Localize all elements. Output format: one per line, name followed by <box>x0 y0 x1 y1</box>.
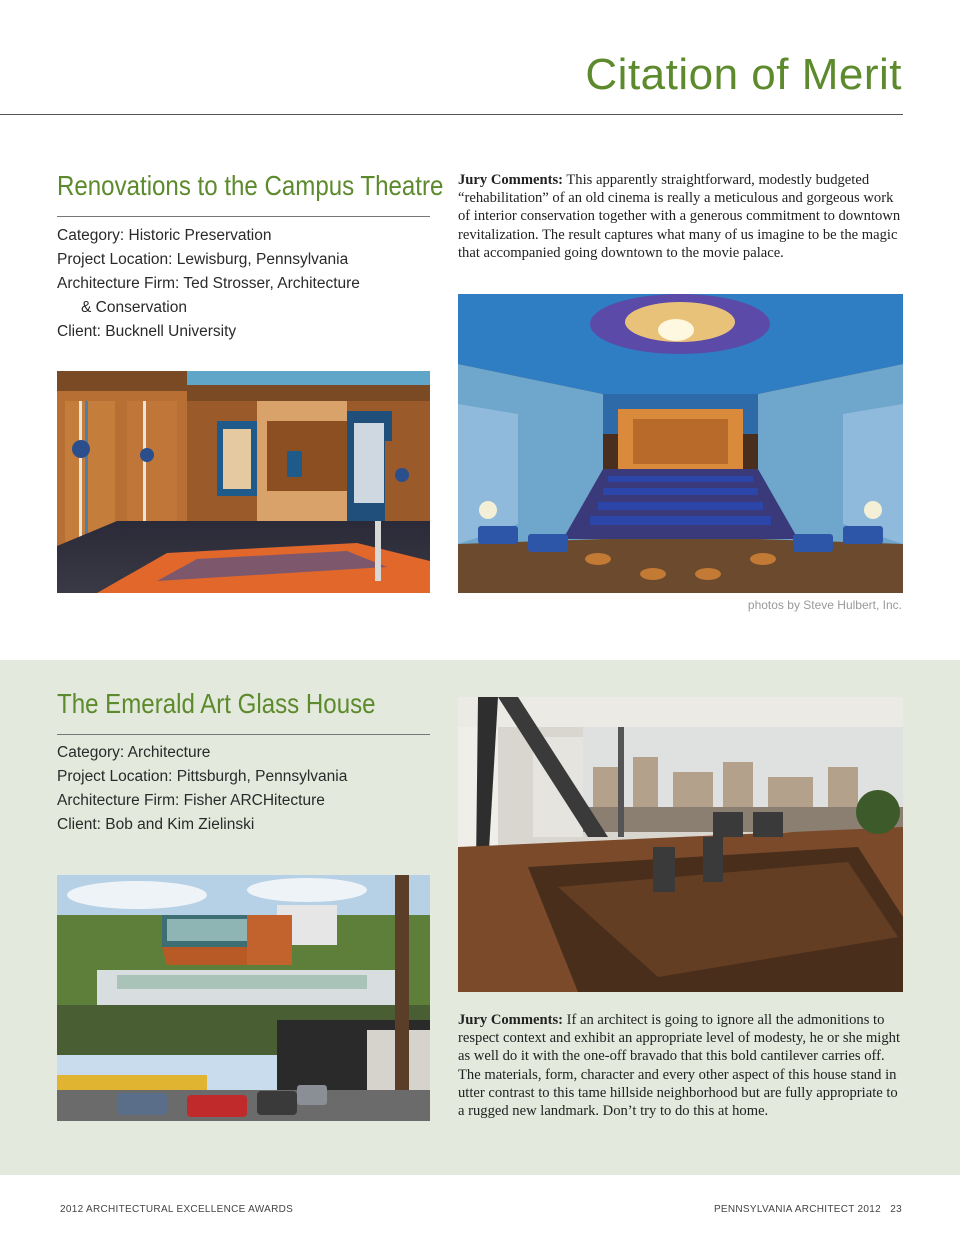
footer-left: 2012 ARCHITECTURAL EXCELLENCE AWARDS <box>60 1204 294 1215</box>
project2-jury-text: If an architect is going to ignore all the admonitions to respect context and exhibit an appropriate level of modesty, he or she might as well do it with the one-off bravado that this bold cantilever carries off. The materials, form, character and every other aspect of this house stand in utter contrast to this tame hillside neighborhood but are fully appropriate to a rugged new landmark. Don’t try to do this at home. <box>458 1012 900 1120</box>
project2-client: Client: Bob and Kim Zielinski <box>57 816 255 833</box>
project1-firm: Architecture Firm: Ted Strosser, Architecture <box>57 275 360 292</box>
project2-divider <box>57 734 430 735</box>
project1-jury-comments <box>458 171 903 262</box>
theatre-auditorium-photo <box>458 294 903 593</box>
project2-jury-label: Jury Comments: <box>458 1012 563 1028</box>
title-divider <box>0 114 903 115</box>
project2-details <box>57 741 432 837</box>
project1-category: Category: Historic Preservation <box>57 227 272 244</box>
glass-house-interior-photo <box>458 697 903 992</box>
photo-credit: photos by Steve Hulbert, Inc. <box>747 598 902 612</box>
theatre-lobby-photo <box>57 371 430 593</box>
footer-right <box>714 1204 902 1215</box>
project2-category: Category: Architecture <box>57 744 211 761</box>
project1-jury-label: Jury Comments: <box>458 172 563 188</box>
footer-publication: PENNSYLVANIA ARCHITECT 2012 <box>713 1204 882 1215</box>
project1-firm-cont: & Conservation <box>81 299 187 316</box>
glass-house-exterior-photo <box>57 875 430 1121</box>
page-title: Citation of Merit <box>585 50 902 99</box>
project1-jury-text: This apparently straightforward, modestly budgeted “rehabilitation” of an old cinema is really a meticulous and gorgeous work of interior conservation together with a generous commitment to downtown revitalization. The result captures what many of us imagine to be the magic that accompanied going downtown to the movie palace. <box>458 172 901 261</box>
page-number: 23 <box>890 1204 902 1215</box>
project1-details <box>57 224 432 344</box>
project1-title: Renovations to the Campus Theatre <box>57 170 444 201</box>
project2-jury-comments <box>458 1011 903 1120</box>
project2-title: The Emerald Art Glass House <box>57 688 376 719</box>
project1-location: Project Location: Lewisburg, Pennsylvania <box>57 251 349 268</box>
project2-firm: Architecture Firm: Fisher ARCHitecture <box>57 792 325 809</box>
project2-location: Project Location: Pittsburgh, Pennsylvania <box>57 768 348 785</box>
project1-client: Client: Bucknell University <box>57 323 237 340</box>
project1-divider <box>57 216 430 217</box>
